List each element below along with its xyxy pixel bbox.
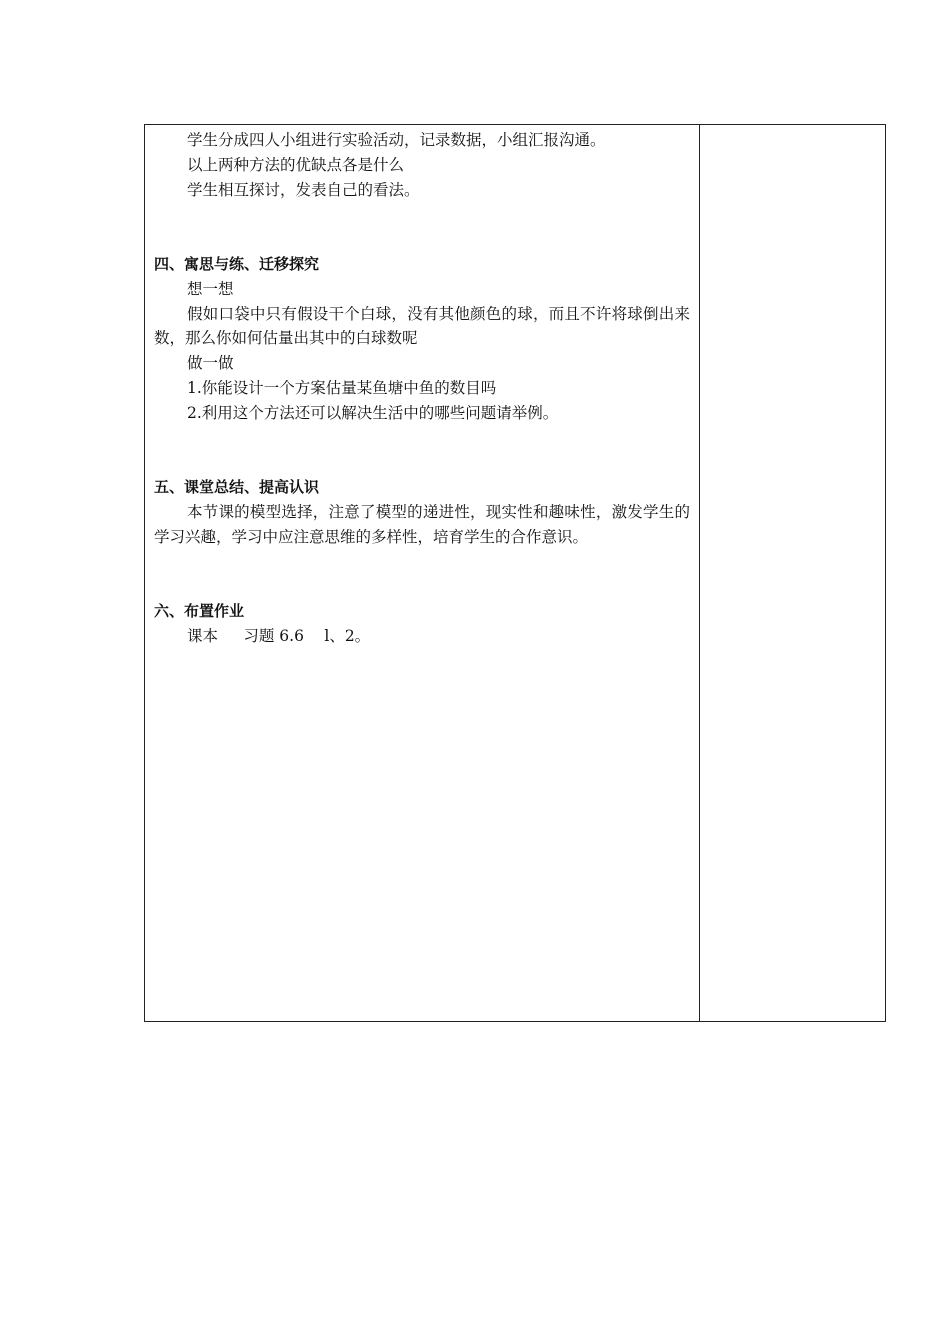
lesson-plan-table (144, 124, 886, 1022)
blank-space (154, 426, 690, 476)
do-item-2: 2.利用这个方法还可以解决生活中的哪些问题请举例。 (187, 403, 559, 422)
section-heading-4: 四、寓思与练、迁移探究 (154, 254, 320, 273)
think-label: 想一想 (187, 279, 234, 298)
section-heading-6: 六、布置作业 (154, 602, 245, 621)
do-label: 做一做 (187, 354, 234, 373)
think-text: 假如口袋中只有假设干个白球，没有其他颜色的球，而且不许将球倒出来数，那么你如何估量出其中的白球数呢 (154, 304, 690, 348)
lesson-content-cell (145, 125, 699, 1021)
section-heading-5: 五、课堂总结、提高认识 (154, 478, 320, 497)
question-line: 以上两种方法的优缺点各是什么 (187, 155, 405, 174)
blank-space (154, 550, 690, 600)
homework-line: 课本 习题 6.6 l、2。 (187, 626, 371, 645)
summary-text: 本节课的模型选择，注意了模型的递进性，现实性和趣味性，激发学生的学习兴趣，学习中应注意思维的多样性，培育学生的合作意识。 (154, 502, 690, 546)
blank-space (154, 202, 690, 252)
discussion-line: 学生相互探讨，发表自己的看法。 (187, 180, 420, 199)
activity-line: 学生分成四人小组进行实验活动，记录数据，小组汇报沟通。 (187, 131, 606, 149)
do-item-1: 1.你能设计一个方案估量某鱼塘中鱼的数目吗 (187, 378, 497, 397)
notes-cell (700, 125, 885, 1021)
